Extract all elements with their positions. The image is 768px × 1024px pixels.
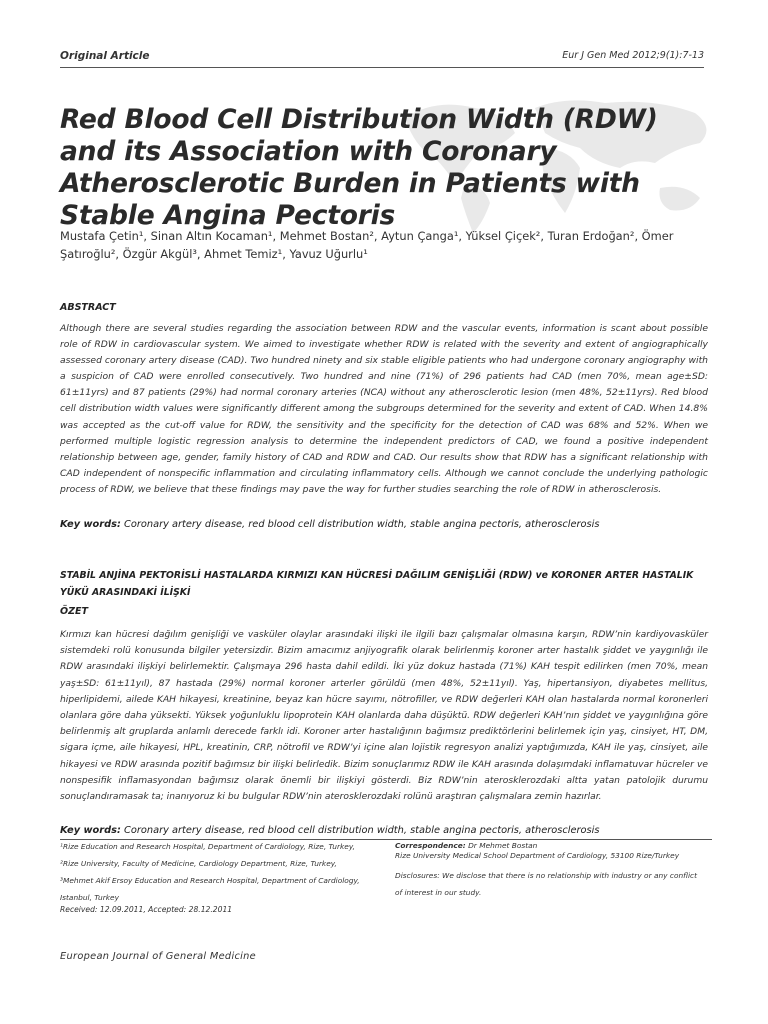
turkish-keywords-value: Coronary artery disease, red blood cell distribution width, stable angina pectoris, atherosclerosis <box>124 825 600 836</box>
journal-name: European Journal of General Medicine <box>60 951 257 962</box>
correspondence-address: Rize University Medical School Department of Cardiology, 53100 Rize/Turkey <box>395 851 680 860</box>
correspondence-name: Dr Mehmet Bostan <box>468 841 538 850</box>
abstract-heading: ABSTRACT <box>60 302 116 313</box>
received-dates: Received: 12.09.2011, Accepted: 28.12.2011 <box>60 905 233 914</box>
affiliations <box>60 838 370 906</box>
turkish-keywords-label: Key words: <box>60 825 121 836</box>
disclosures-line-1: Disclosures: We disclose that there is no relationship with industry or any conflict <box>395 871 697 880</box>
disclosures-line-2: of interest in our study. <box>395 888 482 897</box>
journal-citation: Eur J Gen Med 2012;9(1):7-13 <box>562 50 704 61</box>
ozet-heading: ÖZET <box>60 606 88 617</box>
article-title: Red Blood Cell Distribution Width (RDW) and its Association with Coronary Atherosclerotic Burden in Patients with Stable Angina Pectoris <box>60 104 658 231</box>
header-divider <box>60 67 704 68</box>
keywords-value: Coronary artery disease, red blood cell distribution width, stable angina pectoris, atherosclerosis <box>124 519 600 530</box>
correspondence-block <box>395 841 715 901</box>
abstract-text: Although there are several studies regarding the association between RDW and the vascular events, information is scant about possible role of RDW in cardiovascular system. We aimed to investigate whether RDW is related with the severity and extent of angiographically assessed coronary artery disease (CAD). Two hundred ninety and six stable eligible patients who had undergone coronary angiography with a suspicion of CAD were enrolled consecutively. Two hundred and nine (71%) of 296 patients had CAD (men 70%, mean age±SD: 61±11yrs) and 87 patients (29%) had normal coronary arteries (NCA) without any atherosclerotic lesion (men 48%, 52±11yrs). Red blood cell distribution width values were significantly different among the subgroups determined for the severity and extent of CAD. When 14.8% was accepted as the cut-off value for RDW, the sensitivity and the specificity for the detection of CAD was 68% and 52%. When we performed multiple logistic regression analysis to determine the independent predictors of CAD, we found a positive independent relationship between age, gender, family history of CAD and RDW and CAD. Our results show that RDW has a significant relationship with CAD independent of nonspecific inflammation and circulating inflammatory cells. Although we cannot conclude the underlying pathologic process of RDW, we believe that these findings may pave the way for further studies searching the role of RDW in atherosclerosis. <box>60 323 708 495</box>
affiliation-3: ³Mehmet Akif Ersoy Education and Research Hospital, Department of Cardiology, <box>60 876 360 885</box>
keywords-label: Key words: <box>60 519 121 530</box>
author-list: Mustafa Çetin¹, Sinan Altın Kocaman¹, Mehmet Bostan², Aytun Çanga¹, Yüksel Çiçek², Turan Erdoğan², Ömer Şatıroğlu², Özgür Akgül³, Ahmet Temiz¹, Yavuz Uğurlu¹ <box>60 229 674 261</box>
correspondence-label: Correspondence: <box>395 841 466 850</box>
affiliation-4: Istanbul, Turkey <box>60 893 119 902</box>
article-type: Original Article <box>60 50 150 62</box>
affiliation-2: ²Rize University, Faculty of Medicine, Cardiology Department, Rize, Turkey, <box>60 859 337 868</box>
turkish-title: STABİL ANJİNA PEKTORİSLİ HASTALARDA KIRMIZI KAN HÜCRESİ DAĞILIM GENİŞLİĞİ (RDW) ve KORONER ARTER HASTALIK YÜKÜ ARASINDAKİ İLİŞKİ <box>60 570 694 598</box>
affiliation-1: ¹Rize Education and Research Hospital, Department of Cardiology, Rize, Turkey, <box>60 842 356 851</box>
keywords-line <box>60 519 720 530</box>
turkish-keywords-line <box>60 825 720 836</box>
ozet-text: Kırmızı kan hücresi dağılım genişliği ve vasküler olaylar arasındaki ilişki ile ilgili bazı çalışmalar olmasına karşın, RDW’nin kardiyovasküler sistemdeki rolü konusunda bilgiler yetersizdir. Bizim amacımız anjiyografik olarak belirlenmiş koroner arter hastalık şiddet ve yaygınlığı ile RDW arasındaki ilişkiyi belirlemektir. Çalışmaya 296 hasta dahil edildi. İki yüz dokuz hastada (71%) KAH tespit edilirken (men 70%, mean yaş±SD: 61±11yıl), 87 hastada (29%) normal koroner arterler görüldü (men 48%, 52±11yıl). Yaş, hipertansiyon, diyabetes mellitus, hiperlipidemi, ailede KAH hikayesi, kreatinine, beyaz kan hücre sayımı, nötrofiller, ve RDW değerleri KAH olan hastalarda normal koronerleri olanlara göre daha yüksekti. Yüksek yoğunluklu lipoprotein KAH olanlarda daha düşüktü. RDW değerleri KAH’nın şiddet ve yaygınlığına göre belirlenmiş alt gruplarda anlamlı derecede farklı idi. Koroner arter hastalığının bağımsız prediktörlerini belirlemek için yaş, cinsiyet, HT, DM, sigara içme, aile hikayesi, HPL, kreatinin, CRP, nötrofil ve RDW’yi içine alan lojistik regresyon analizi yaptığımızda, KAH ile yaş, cinsiyet, aile hikayesi ve RDW arasında pozitif bağımsız bir ilişki belirledik. Bizim sonuçlarımız RDW ile KAH arasında dolaşımdaki inflamatuvar hücreler ve nonspesifik inflamasyondan bağımsız olarak önemli bir ilişkiyi gösterdi. Biz RDW’nin aterosklerozdaki altta yatan patolojik durumu sonuçlandıramasak ta; inanıyoruz ki bu bulgular RDW’nin aterosklerozdaki rolünü araştıran çalışmalara zemin hazırlar. <box>60 630 708 803</box>
